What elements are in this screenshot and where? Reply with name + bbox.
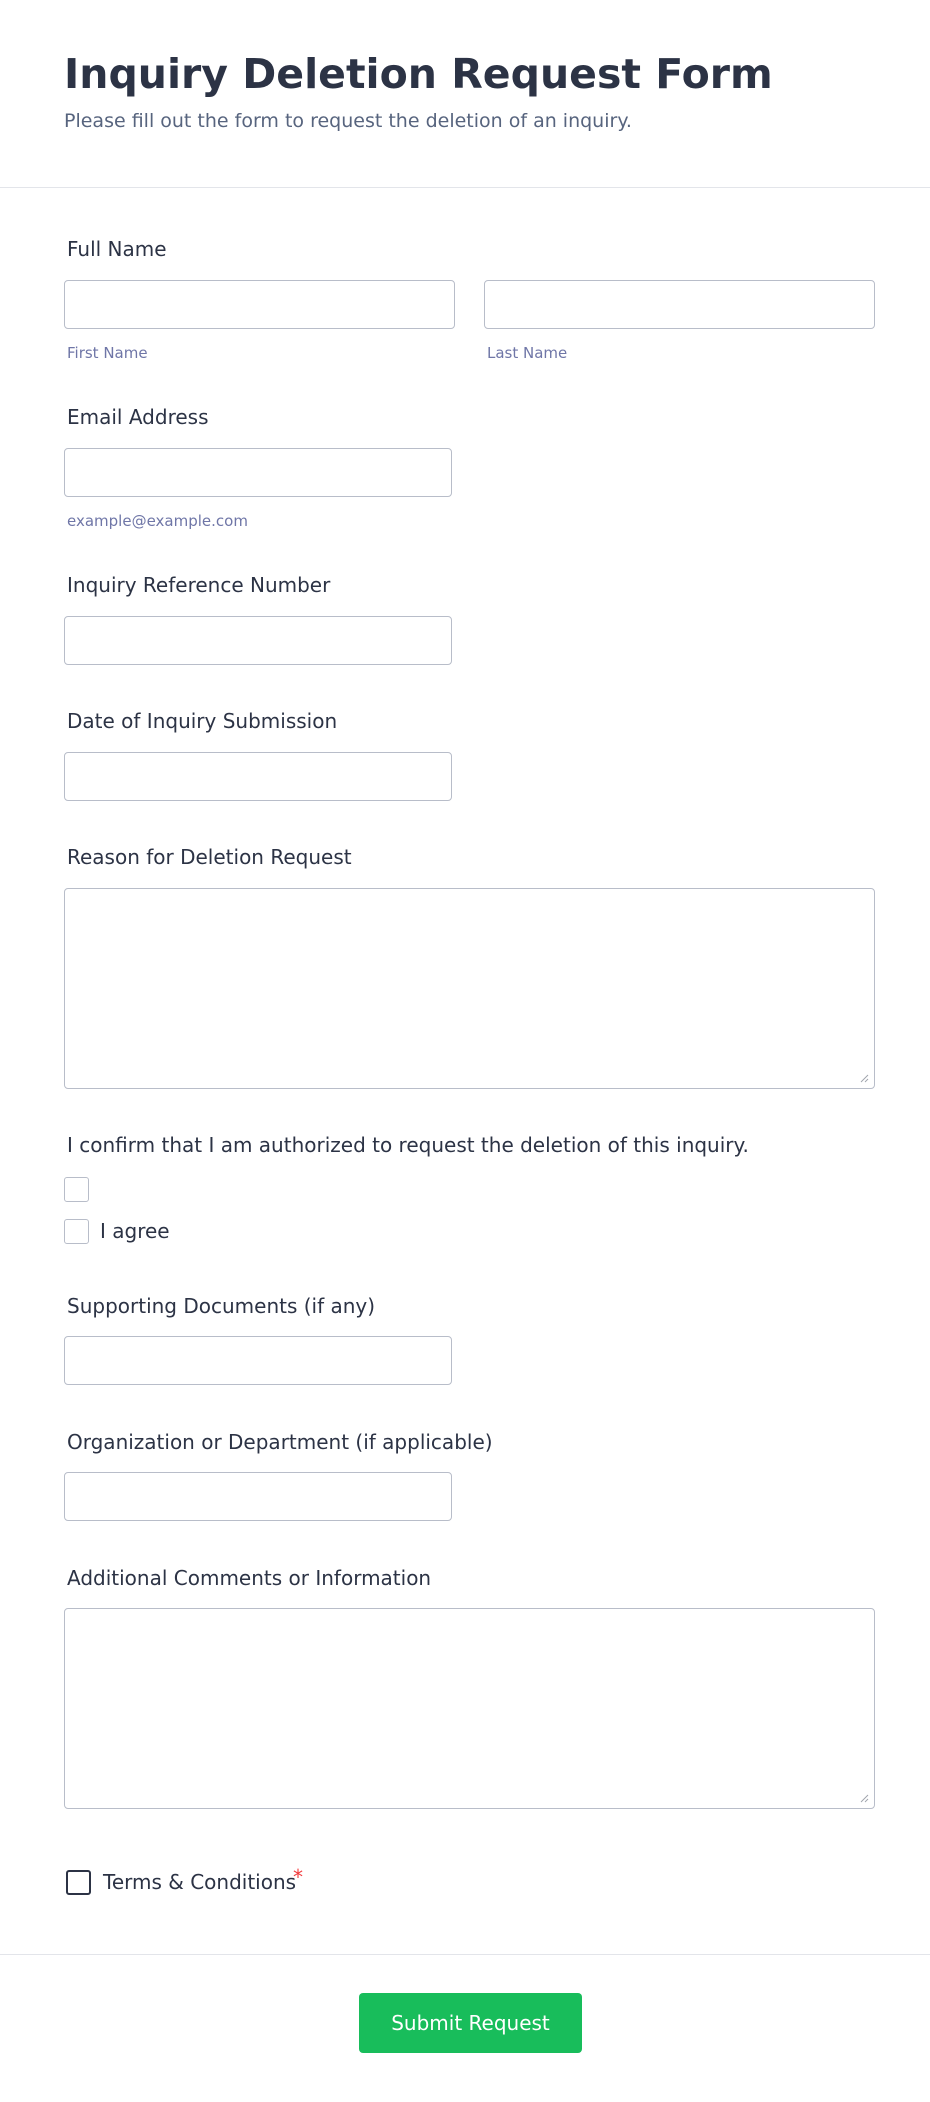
supporting-documents-label: Supporting Documents (if any) xyxy=(67,1294,376,1318)
form-title: Inquiry Deletion Request Form xyxy=(64,50,773,98)
submit-button[interactable]: Submit Request xyxy=(359,1993,582,2053)
submission-date-label: Date of Inquiry Submission xyxy=(67,709,338,733)
reason-label: Reason for Deletion Request xyxy=(67,845,352,869)
authorization-option-agree-label: I agree xyxy=(100,1219,170,1243)
supporting-documents-input[interactable] xyxy=(64,1336,452,1385)
last-name-input[interactable] xyxy=(484,280,875,329)
first-name-input[interactable] xyxy=(64,280,455,329)
organization-label: Organization or Department (if applicable) xyxy=(67,1430,493,1454)
email-label: Email Address xyxy=(67,405,209,429)
organization-input[interactable] xyxy=(64,1472,452,1521)
reference-number-input[interactable] xyxy=(64,616,452,665)
last-name-sublabel: Last Name xyxy=(487,344,568,362)
email-sublabel: example@example.com xyxy=(67,512,248,530)
authorization-checkbox-1[interactable] xyxy=(64,1177,89,1202)
terms-label[interactable]: Terms & Conditions xyxy=(103,1870,297,1894)
comments-textarea[interactable] xyxy=(64,1608,875,1809)
form-subtitle: Please fill out the form to request the deletion of an inquiry. xyxy=(64,110,632,132)
reference-number-label: Inquiry Reference Number xyxy=(67,573,331,597)
first-name-sublabel: First Name xyxy=(67,344,148,362)
comments-label: Additional Comments or Information xyxy=(67,1566,432,1590)
full-name-label: Full Name xyxy=(67,237,167,261)
form-header xyxy=(0,0,930,188)
submission-date-input[interactable] xyxy=(64,752,452,801)
terms-checkbox[interactable] xyxy=(66,1870,91,1895)
resize-grip-icon[interactable] xyxy=(859,1073,869,1083)
resize-grip-icon[interactable] xyxy=(859,1793,869,1803)
reason-textarea[interactable] xyxy=(64,888,875,1089)
authorization-checkbox-agree[interactable] xyxy=(64,1219,89,1244)
authorization-label: I confirm that I am authorized to request the deletion of this inquiry. xyxy=(67,1133,749,1157)
email-input[interactable] xyxy=(64,448,452,497)
required-mark: * xyxy=(293,1865,303,1889)
